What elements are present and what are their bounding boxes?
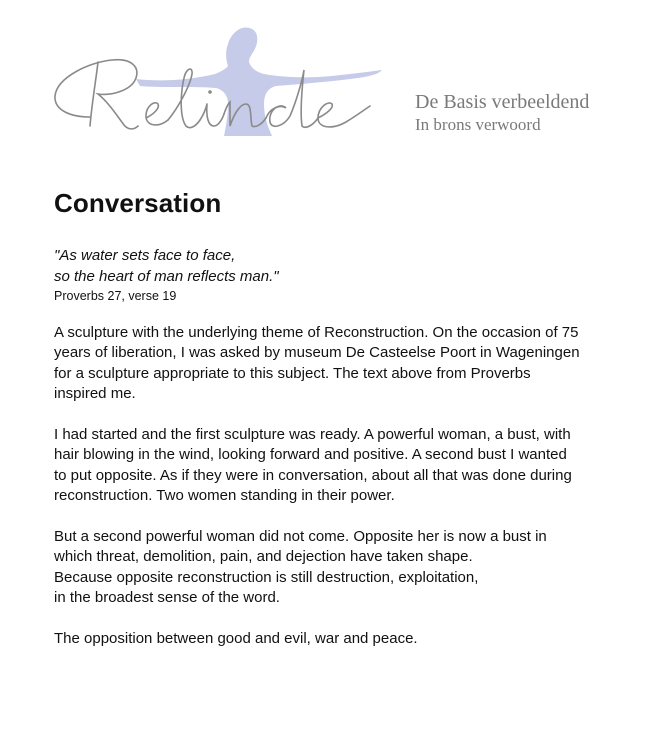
tagline-line-1: De Basis verbeeldend [415, 91, 590, 113]
text-line: to put opposite. As if they were in conversation, about all that was done during [54, 466, 572, 484]
paragraph-3 [54, 527, 614, 609]
text-line: But a second powerful woman did not come. Opposite her is now a bust in [54, 528, 547, 546]
text-line: A sculpture with the underlying theme of Reconstruction. On the occasion of 75 [54, 324, 579, 341]
text-line: inspired me. [54, 385, 136, 403]
text-line: which threat, demolition, pain, and dejection have taken shape. [54, 548, 473, 566]
text-line: reconstruction. Two women standing in their power. [54, 487, 395, 505]
paragraph-2 [54, 425, 614, 507]
bible-quote [54, 245, 279, 305]
quote-line-2: so the heart of man reflects man." [54, 268, 279, 285]
text-line: The opposition between good and evil, war and peace. [54, 630, 418, 648]
text-line: for a sculpture appropriate to this subject. The text above from Proverbs [54, 364, 531, 382]
text-line: in the broadest sense of the word. [54, 589, 280, 607]
body-text [54, 323, 614, 670]
quote-source: Proverbs 27, verse 19 [54, 289, 177, 303]
text-line: I had started and the first sculpture was ready. A powerful woman, a bust, with [54, 426, 571, 444]
relinde-logo [50, 22, 390, 142]
tagline [415, 90, 589, 136]
quote-line-1: "As water sets face to face, [54, 247, 236, 264]
paragraph-1 [54, 323, 614, 405]
tagline-line-2: In brons verwoord [415, 115, 541, 134]
text-line: Because opposite reconstruction is still destruction, exploitation, [54, 568, 479, 586]
text-line: years of liberation, I was asked by museum De Casteelse Poort in Wageningen [54, 344, 580, 362]
paragraph-4 [54, 629, 614, 649]
logo-script [55, 60, 370, 129]
logo-figure-icon [50, 22, 390, 142]
page-title: Conversation [54, 188, 222, 218]
text-line: hair blowing in the wind, looking forward and positive. A second bust I wanted [54, 446, 567, 464]
figure-silhouette [136, 27, 382, 136]
